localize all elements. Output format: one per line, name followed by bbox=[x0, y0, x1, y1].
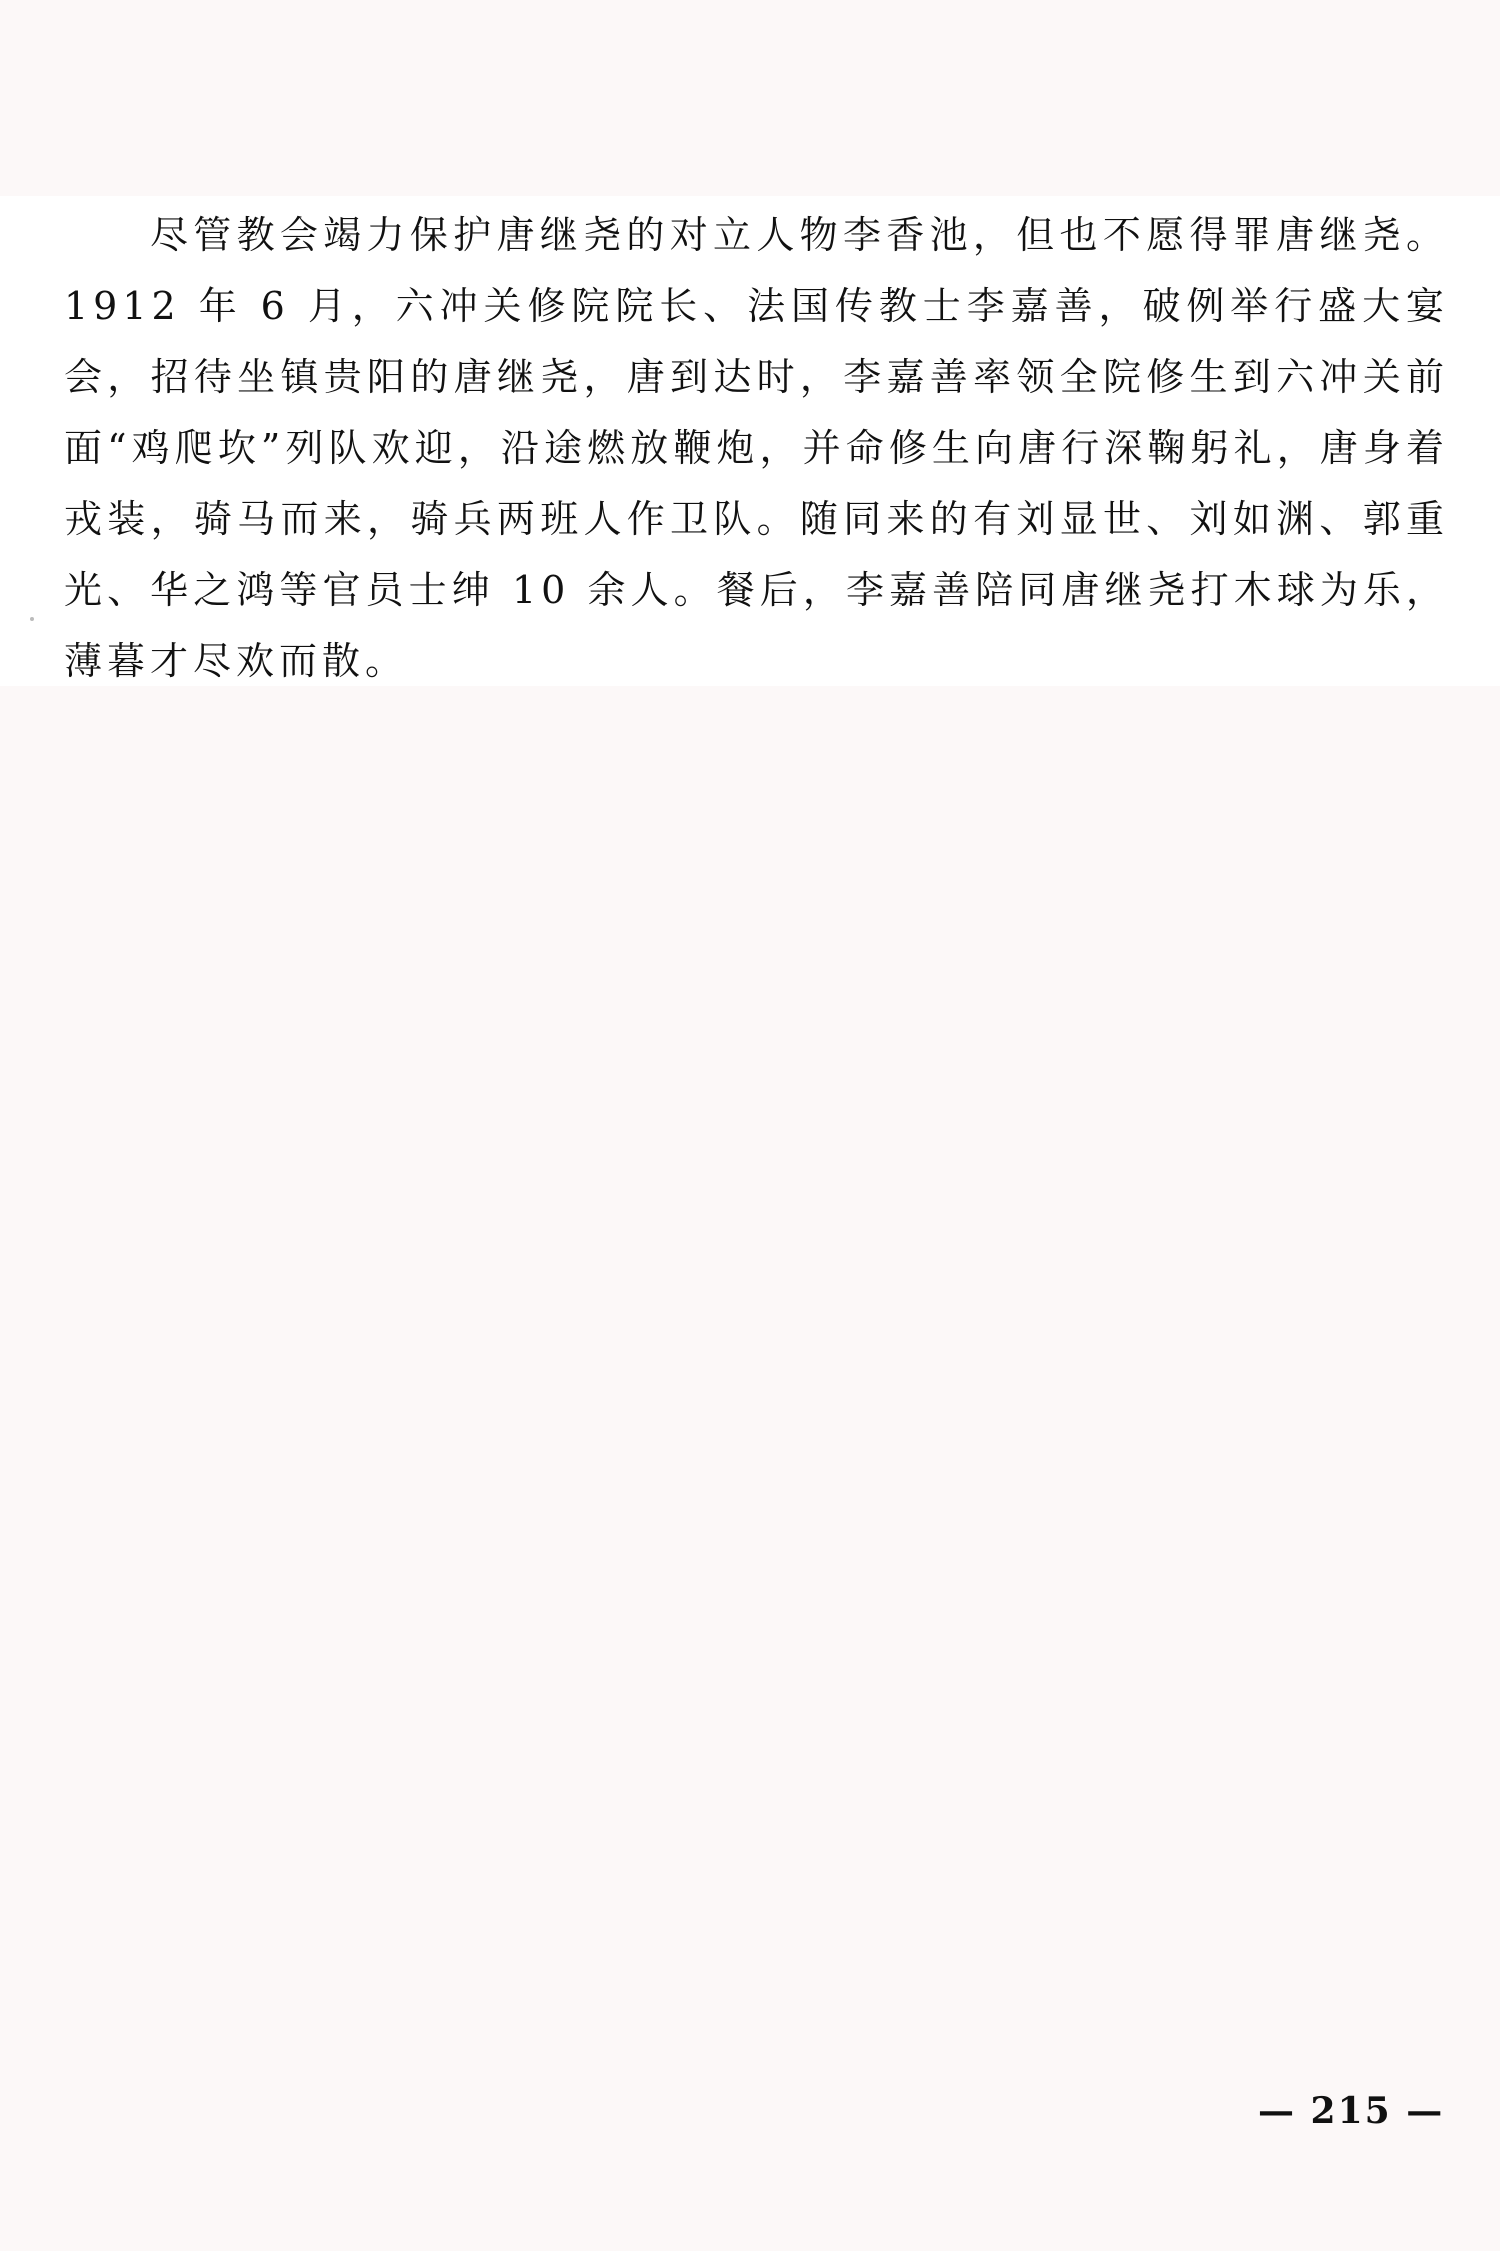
page-number: — 215 — bbox=[1258, 2090, 1445, 2132]
scan-speck bbox=[30, 617, 34, 621]
body-paragraph: 尽管教会竭力保护唐继尧的对立人物李香池，但也不愿得罪唐继尧。1912 年 6 月，六冲关修院院长、法国传教士李嘉善，破例举行盛大宴会，招待坐镇贵阳的唐继尧，唐到达时，李嘉善率领全院修生到六冲关前面“鸡爬坎”列队欢迎，沿途燃放鞭炮，并命修生向唐行深鞠躬礼，唐身着戎装，骑马而来，骑兵两班人作卫队。随同来的有刘显世、刘如渊、郭重光、华之鸿等官员士绅 10 余人。餐后，李嘉善陪同唐继尧打木球为乐，薄暮才尽欢而散。 bbox=[64, 213, 1449, 683]
